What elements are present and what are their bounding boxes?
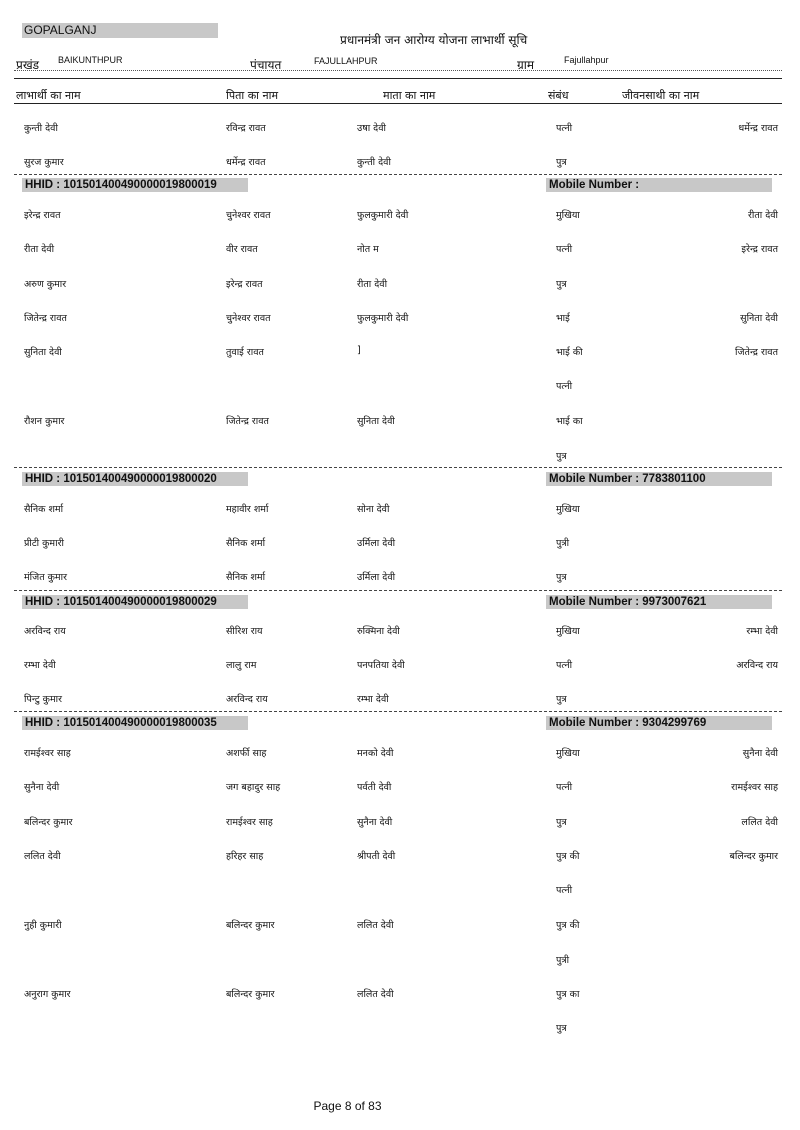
member-name: अरुण कुमार [24,279,67,290]
page-number: Page 8 of 83 [313,1099,382,1113]
member-name: रौशन कुमार [24,416,65,427]
member-name: सैनिक शर्मा [24,504,64,515]
member-mother: श्रीपती देवी [357,851,396,862]
column-header-father: पिता का नाम [226,89,279,102]
member-name: प्रीटी कुमारी [24,538,64,549]
member-father: धर्मेन्द्र रावत [226,157,266,168]
member-mother: ललित देवी [357,989,394,1000]
member-father: अशर्फी साह [226,748,267,759]
member-mother: रुक्मिना देवी [357,626,400,637]
member-mother: कुन्ती देवी [357,157,391,168]
member-mother: उर्मिला देवी [357,572,396,583]
member-name: मंजित कुमार [24,572,67,583]
member-spouse: बलिन्दर कुमार [729,851,778,862]
mobile-number: Mobile Number : 9973007621 [546,595,772,609]
member-relation: पुत्र [556,817,567,828]
member-name: अनुराग कुमार [24,989,71,1000]
column-header-relation: संबंध [548,89,569,102]
member-relation: पत्नी [556,123,573,134]
member-name: पिन्टु कुमार [24,694,62,705]
member-father: जग बहादुर साह [226,782,281,793]
household-separator [14,590,782,591]
member-father: रविन्द्र रावत [226,123,266,134]
member-spouse: धर्मेन्द्र रावत [738,123,778,134]
hhid-label: HHID : 101501400490000019800020 [22,472,248,486]
member-mother: रीता देवी [357,279,388,290]
member-mother: ] [357,345,361,356]
member-relation: मुखिया [556,210,580,221]
member-relation: पत्नी [556,244,573,255]
member-father: महावीर शर्मा [226,504,269,515]
member-name: अरविन्द राय [24,626,66,637]
member-mother: फुलकुमारी देवी [357,210,409,221]
header-dotted-rule [14,70,782,71]
member-mother: उषा देवी [357,123,386,134]
member-father: चुनेश्वर रावत [226,313,271,324]
hhid-label: HHID : 10150140049000001980001​9 [22,178,248,192]
member-spouse: रम्भा देवी [746,626,778,637]
column-header-rule [14,103,782,104]
mobile-number: Mobile Number : 9304299769 [546,716,772,730]
household-separator [14,467,782,468]
village-value: Fajullahpur [564,55,609,65]
member-name: बलिन्दर कुमार [24,817,73,828]
mobile-number: Mobile Number : [546,178,772,192]
member-relation: पुत्र का [556,989,580,1000]
member-mother: पनपतिया देवी [357,660,405,671]
member-spouse: रीता देवी [747,210,778,221]
member-father: जितेन्द्र रावत [226,416,269,427]
mobile-number: Mobile Number : 7783801100 [546,472,772,486]
member-name: कुन्ती देवी [24,123,58,134]
member-relation-cont: पत्नी [556,885,573,896]
member-relation: पुत्र [556,157,567,168]
member-father: तुवाई रावत [226,347,264,358]
member-spouse: रामईश्वर साह [731,782,778,793]
member-father: रामईश्वर साह [226,817,273,828]
member-name: रामईश्वर साह [24,748,71,759]
member-relation: पुत्र [556,279,567,290]
member-father: अरविन्द राय [226,694,268,705]
member-mother: मनको देवी [357,748,394,759]
panchayat-label: पंचायत [250,58,282,72]
member-relation: पुत्र की [556,920,580,931]
member-father: इरेन्द्र रावत [226,279,263,290]
member-name: रम्भा देवी [24,660,56,671]
district-label: GOPALGANJ [22,23,218,38]
panchayat-value: FAJULLAHPUR [314,56,378,66]
member-name: सुरज कुमार [24,157,64,168]
member-relation-cont: पत्नी [556,381,573,392]
member-relation: पत्नी [556,660,573,671]
member-mother: फुलकुमारी देवी [357,313,409,324]
hhid-label: HHID : 101501400490000019800029 [22,595,248,609]
member-name: ललित देवी [24,851,61,862]
member-mother: नोत म [357,244,379,255]
column-header-spouse: जीवनसाथी का नाम [622,89,700,102]
member-father: बलिन्दर कुमार [226,989,275,1000]
member-spouse: सुनैना देवी [742,748,778,759]
member-father: बलिन्दर कुमार [226,920,275,931]
member-father: सैनिक शर्मा [226,538,266,549]
member-relation: मुखिया [556,748,580,759]
household-separator [14,174,782,175]
member-relation-cont: पुत्र [556,451,567,462]
member-father: हरिहर साह [226,851,264,862]
member-relation: पुत्र [556,572,567,583]
member-father: सैनिक शर्मा [226,572,266,583]
household-separator [14,711,782,712]
member-spouse: सुनिता देवी [740,313,778,324]
member-name: रीता देवी [24,244,55,255]
member-father: चुनेश्वर रावत [226,210,271,221]
member-relation: भाई का [556,416,583,427]
member-spouse: इरेन्द्र रावत [741,244,778,255]
hhid-label: HHID : 101501400490000019800035 [22,716,248,730]
member-mother: ललित देवी [357,920,394,931]
member-relation-cont: पुत्र [556,1023,567,1034]
member-relation: भाई की [556,347,583,358]
member-name: नुही कुमारी [24,920,62,931]
member-father: वीर रावत [226,244,258,255]
member-relation: पुत्री [556,538,570,549]
member-mother: सोना देवी [357,504,390,515]
member-relation: मुखिया [556,626,580,637]
member-relation: भाई [556,313,570,324]
member-relation: मुखिया [556,504,580,515]
member-name: इरेन्द्र रावत [24,210,61,221]
member-name: जितेन्द्र रावत [24,313,67,324]
member-relation-cont: पुत्री [556,955,570,966]
member-spouse: ललित देवी [741,817,778,828]
header-rule [14,78,782,79]
member-spouse: जितेन्द्र रावत [735,347,778,358]
column-header-name: लाभार्थी का नाम [16,89,81,102]
block-value: BAIKUNTHPUR [58,55,123,65]
member-mother: रम्भा देवी [357,694,389,705]
block-label: प्रखंड [16,58,40,72]
column-header-mother: माता का नाम [383,89,436,102]
member-name: सुनिता देवी [24,347,62,358]
member-mother: सुनिता देवी [357,416,395,427]
village-label: ग्राम [517,58,535,72]
member-name: सुनैना देवी [24,782,60,793]
member-relation: पुत्र [556,694,567,705]
member-mother: पर्वती देवी [357,782,392,793]
member-relation: पुत्र की [556,851,580,862]
member-mother: सुनैना देवी [357,817,393,828]
member-father: लालु राम [226,660,257,671]
member-spouse: अरविन्द राय [736,660,778,671]
member-father: सीरिश राय [226,626,263,637]
page-title: प्रधानमंत्री जन आरोग्य योजना लाभार्थी सूचि [340,33,528,47]
member-mother: उर्मिला देवी [357,538,396,549]
member-relation: पत्नी [556,782,573,793]
